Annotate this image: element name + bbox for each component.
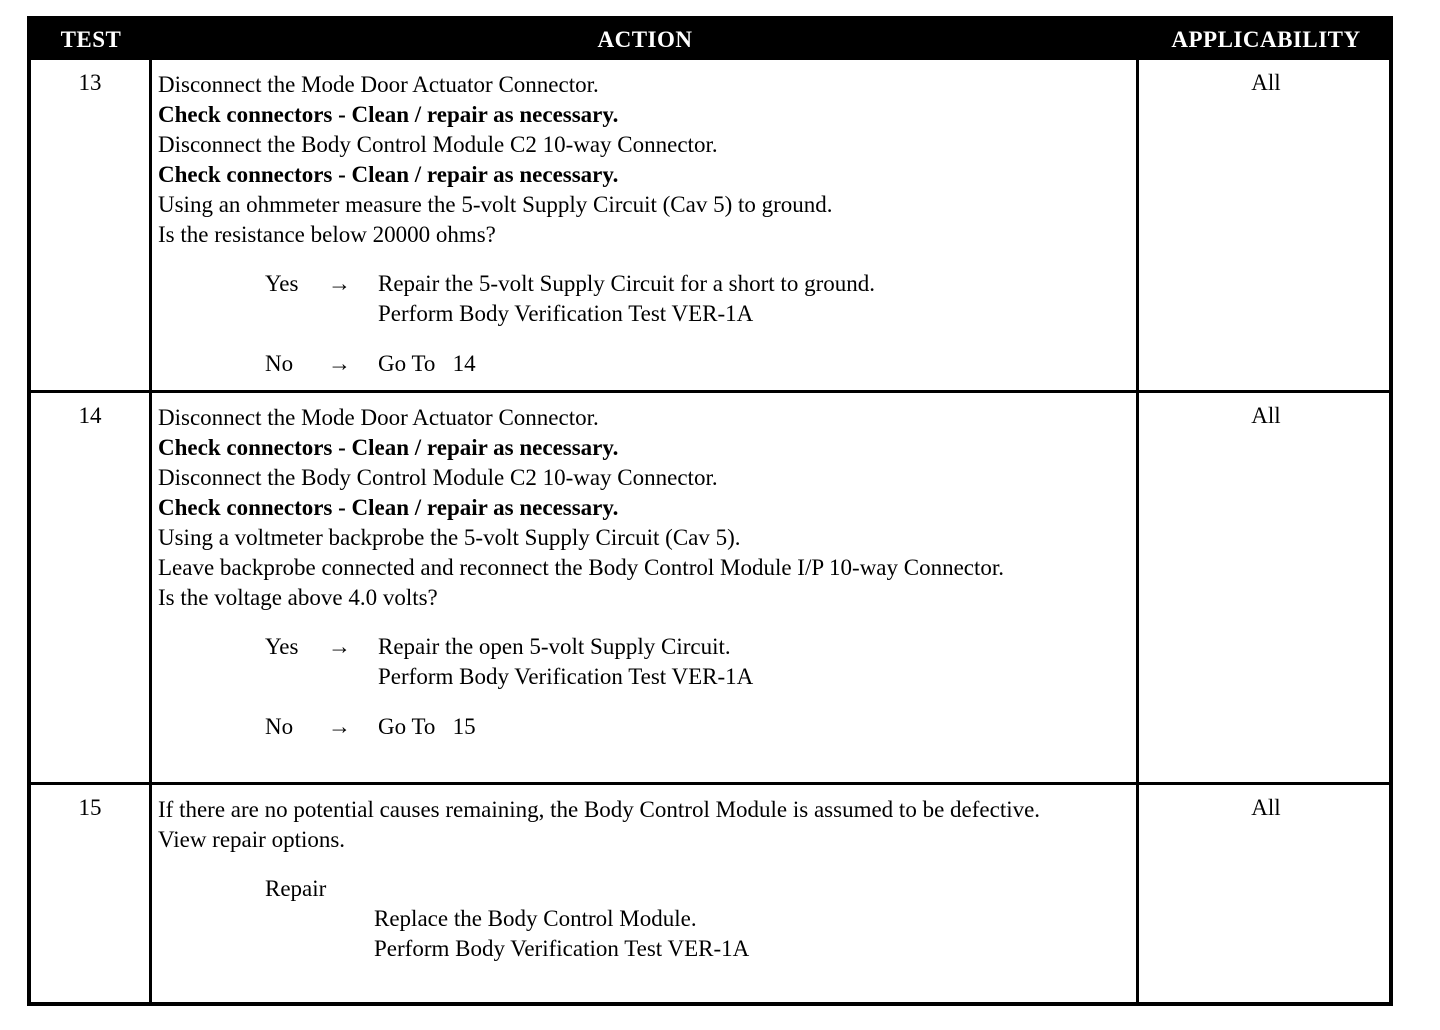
action-cell	[158, 795, 1130, 964]
no-result	[158, 349, 1130, 379]
yes-action: Repair the open 5-volt Supply Circuit.	[378, 634, 731, 659]
no-goto: Go To 14	[378, 351, 476, 376]
action-step: If there are no potential causes remaining, the Body Control Module is assumed to be defective.	[158, 797, 1041, 822]
action-step: Using a voltmeter backprobe the 5-volt Supply Circuit (Cav 5).	[158, 525, 741, 550]
action-step-emphasis: Check connectors - Clean / repair as necessary.	[158, 435, 619, 460]
yes-label: Yes	[265, 271, 299, 296]
yes-result-continued	[158, 299, 1130, 329]
table-row-test-13	[31, 60, 1389, 390]
no-label: No	[265, 351, 294, 376]
yes-verification: Perform Body Verification Test VER-1A	[378, 664, 754, 689]
no-label: No	[265, 714, 294, 739]
action-cell	[158, 70, 1130, 379]
repair-verification: Perform Body Verification Test VER-1A	[374, 936, 750, 961]
no-result	[158, 712, 1130, 742]
test-number: 14	[78, 403, 102, 428]
action-step-emphasis: Check connectors - Clean / repair as necessary.	[158, 102, 619, 127]
test-number: 15	[78, 795, 102, 820]
action-step: Leave backprobe connected and reconnect the Body Control Module I/P 10-way Connector.	[158, 555, 1005, 580]
applicability-value: All	[1251, 70, 1281, 95]
action-step: View repair options.	[158, 827, 346, 852]
no-goto: Go To 15	[378, 714, 476, 739]
table-row-test-14	[31, 390, 1389, 782]
action-step-emphasis: Check connectors - Clean / repair as necessary.	[158, 495, 619, 520]
repair-action: Replace the Body Control Module.	[374, 906, 697, 931]
yes-verification: Perform Body Verification Test VER-1A	[378, 301, 754, 326]
yes-label: Yes	[265, 634, 299, 659]
test-number: 13	[78, 70, 102, 95]
arrow-right-icon: →	[328, 634, 351, 659]
diagnostic-test-table	[27, 16, 1393, 1006]
action-question: Is the voltage above 4.0 volts?	[158, 585, 438, 610]
yes-result	[158, 269, 1130, 299]
repair-label: Repair	[265, 876, 327, 901]
action-step: Disconnect the Mode Door Actuator Connector.	[158, 405, 599, 430]
table-row-test-15	[31, 782, 1389, 1002]
header-action: ACTION	[597, 27, 693, 52]
action-step: Disconnect the Body Control Module C2 10-way Connector.	[158, 465, 718, 490]
action-step: Using an ohmmeter measure the 5-volt Supply Circuit (Cav 5) to ground.	[158, 192, 833, 217]
action-cell	[158, 403, 1130, 742]
yes-result-continued	[158, 662, 1130, 692]
action-step-emphasis: Check connectors - Clean / repair as necessary.	[158, 162, 619, 187]
header-test: TEST	[60, 27, 122, 52]
yes-result	[158, 632, 1130, 662]
arrow-right-icon: →	[328, 351, 351, 376]
arrow-right-icon: →	[328, 271, 351, 296]
arrow-right-icon: →	[328, 714, 351, 739]
table-header	[31, 20, 1389, 60]
action-step: Disconnect the Body Control Module C2 10-way Connector.	[158, 132, 718, 157]
action-question: Is the resistance below 20000 ohms?	[158, 222, 496, 247]
applicability-value: All	[1251, 795, 1281, 820]
header-applicability: APPLICABILITY	[1171, 27, 1361, 52]
applicability-value: All	[1251, 403, 1281, 428]
action-step: Disconnect the Mode Door Actuator Connector.	[158, 72, 599, 97]
yes-action: Repair the 5-volt Supply Circuit for a short to ground.	[378, 271, 875, 296]
